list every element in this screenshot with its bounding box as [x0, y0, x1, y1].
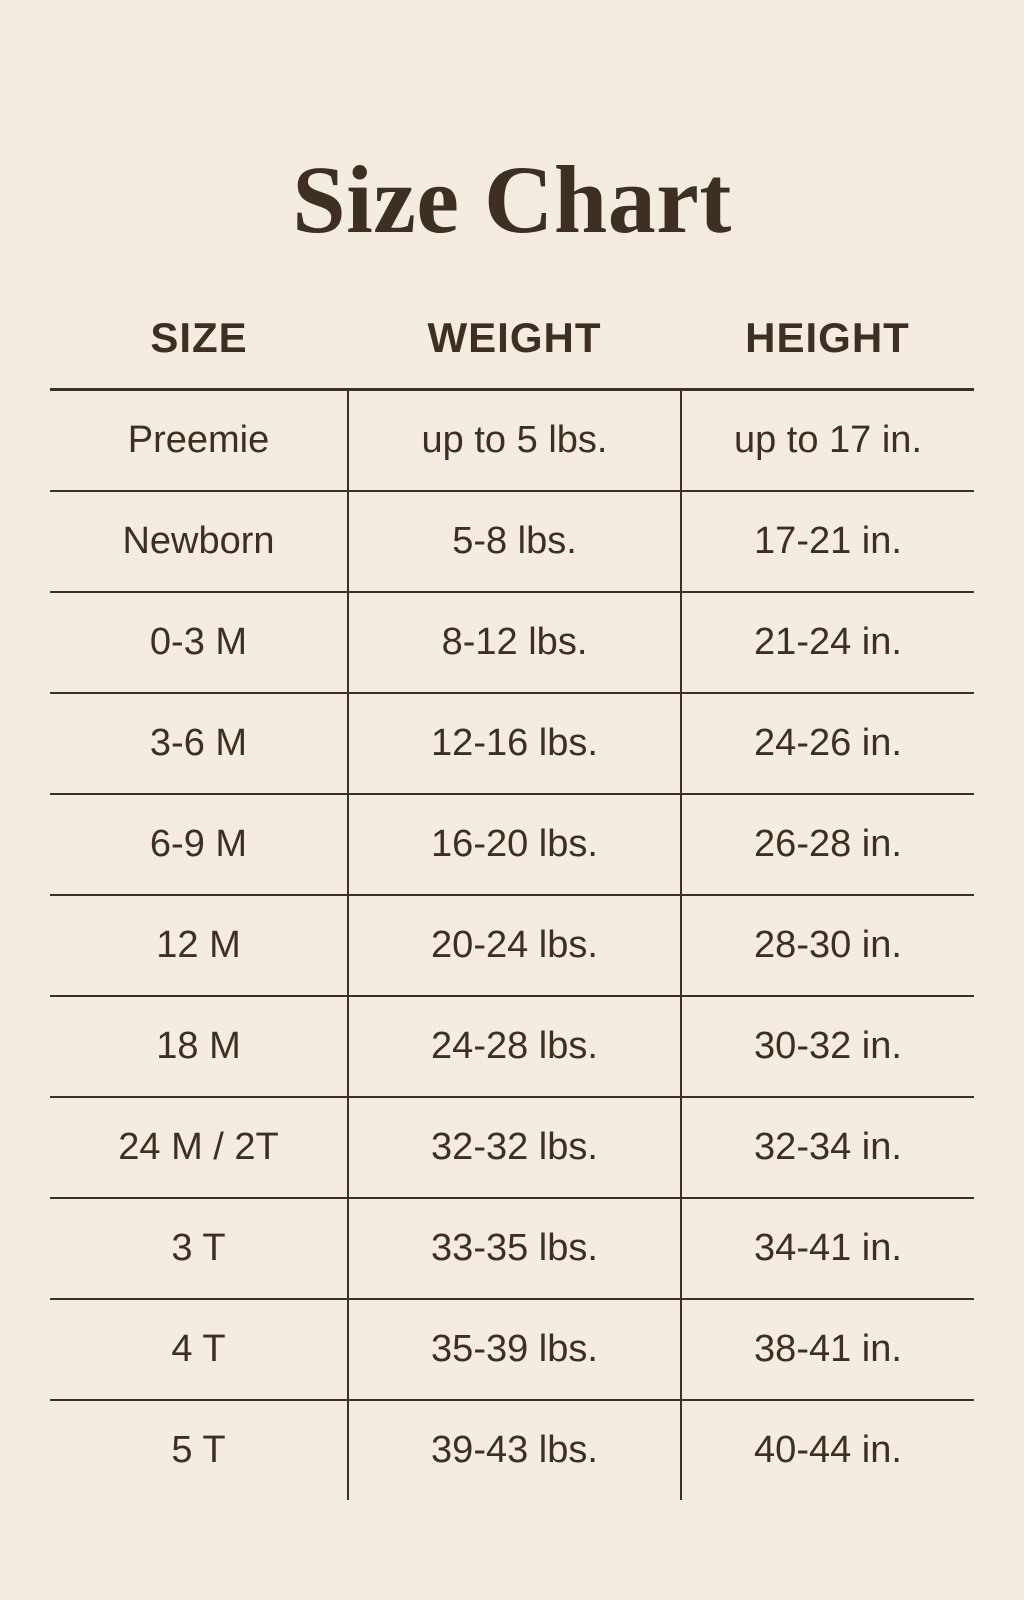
table-row: [50, 1400, 974, 1500]
cell-weight: 8-12 lbs.: [348, 592, 681, 693]
cell-height: 40-44 in.: [754, 1429, 902, 1472]
cell-size: 5 T: [50, 1400, 348, 1500]
cell-size: 18 M: [50, 996, 348, 1097]
cell-size: 12 M: [50, 895, 348, 996]
cell-weight: 12-16 lbs.: [348, 693, 681, 794]
cell-weight: 32-32 lbs.: [348, 1097, 681, 1198]
cell-weight: up to 5 lbs.: [348, 390, 681, 492]
size-chart-page: [0, 64, 1024, 1600]
cell-height: 30-32 in.: [681, 996, 974, 1097]
cell-size: 6-9 M: [50, 794, 348, 895]
column-header-weight: WEIGHT: [348, 314, 681, 390]
table-row: [50, 1097, 974, 1198]
cell-size: 3 T: [50, 1198, 348, 1299]
cell-weight: 20-24 lbs.: [348, 895, 681, 996]
table-row: [50, 996, 974, 1097]
cell-weight: 35-39 lbs.: [348, 1299, 681, 1400]
cell-height: 28-30 in.: [681, 895, 974, 996]
cell-height: 21-24 in.: [681, 592, 974, 693]
table-row: [50, 491, 974, 592]
table-header-row: [50, 314, 974, 390]
column-header-size: SIZE: [50, 314, 348, 390]
table-row: [50, 390, 974, 492]
cell-size: Newborn: [50, 491, 348, 592]
cell-size: Preemie: [50, 390, 348, 492]
table-row: [50, 895, 974, 996]
column-header-height: HEIGHT: [681, 314, 974, 390]
cell-size: 4 T: [50, 1299, 348, 1400]
cell-height: 32-34 in.: [681, 1097, 974, 1198]
table-row: [50, 592, 974, 693]
cell-height: 38-41 in.: [681, 1299, 974, 1400]
cell-weight: 33-35 lbs.: [348, 1198, 681, 1299]
table-body: [50, 390, 974, 1501]
cell-size: 24 M / 2T: [50, 1097, 348, 1198]
cell-weight: 39-43 lbs.: [348, 1400, 681, 1500]
table-row: [50, 693, 974, 794]
cell-height: 17-21 in.: [681, 491, 974, 592]
table-row: [50, 1198, 974, 1299]
cell-weight: 5-8 lbs.: [348, 491, 681, 592]
table-row: [50, 1299, 974, 1400]
table-header: [50, 314, 974, 390]
size-chart-table: [50, 314, 974, 1500]
page-title: Size Chart: [292, 146, 732, 254]
cell-height: 34-41 in.: [681, 1198, 974, 1299]
cell-size: 3-6 M: [50, 693, 348, 794]
table-row: [50, 794, 974, 895]
cell-height: 24-26 in.: [681, 693, 974, 794]
cell-size: 0-3 M: [50, 592, 348, 693]
cell-weight: 24-28 lbs.: [348, 996, 681, 1097]
cell-weight: 16-20 lbs.: [348, 794, 681, 895]
cell-height: up to 17 in.: [681, 390, 974, 492]
cell-height: 26-28 in.: [681, 794, 974, 895]
